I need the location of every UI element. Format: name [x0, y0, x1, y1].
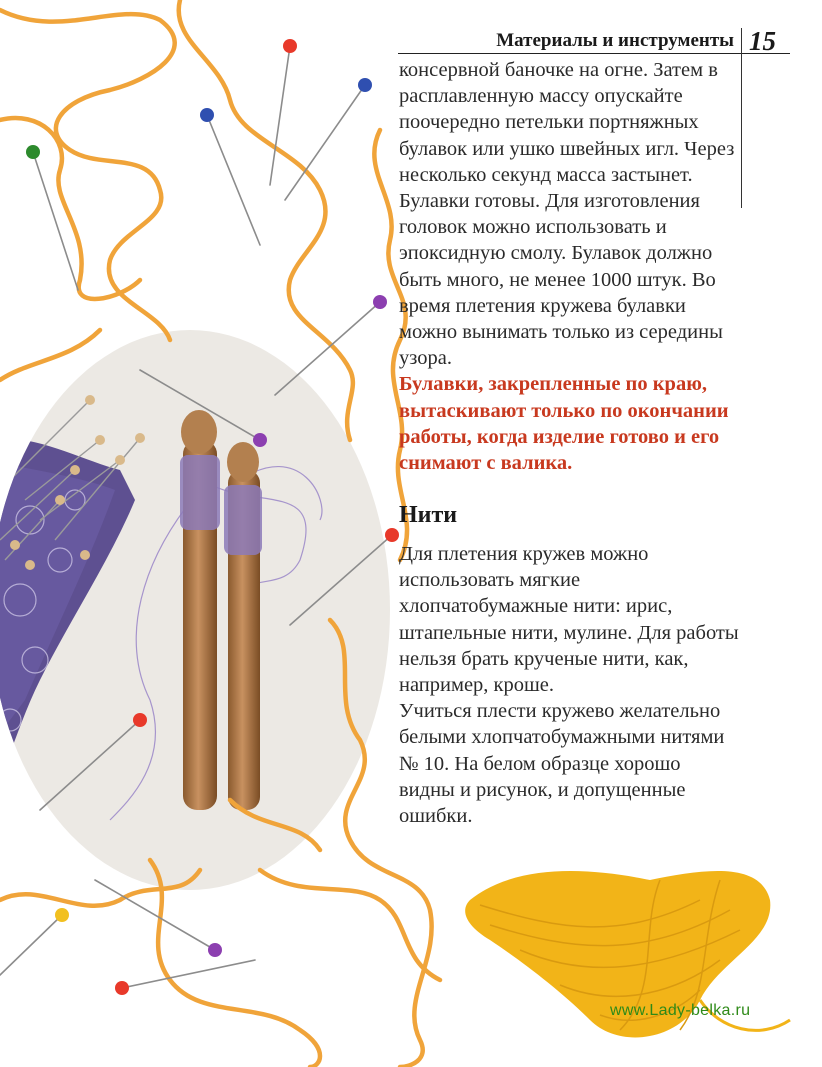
paragraph-pins: консервной баночке на огне. Затем в расплавленную массу опускайте поочередно петельки портняжных булавок или ушко швейных игл. Через несколько секунд масса застынет. Булавки готовы. Для изготовления головок можно использовать и эпоксидную смолу. Булавок должно быть много, не менее 1000 штук. Во время плетения кружева булавки можно вынимать только из середины узора. — [399, 59, 735, 370]
lace-photo — [0, 330, 390, 890]
body-text-top — [399, 57, 739, 476]
page-number: 15 — [749, 26, 776, 56]
website-watermark[interactable]: www.Lady-belka.ru — [610, 1002, 751, 1019]
paragraph-highlight: Булавки, закрепленные по краю, вытаскивают только по окончании работы, когда изделие готово и его снимают с валика. — [399, 373, 729, 475]
vertical-divider — [741, 28, 742, 208]
body-text-threads — [399, 541, 739, 829]
paragraph-threads: Для плетения кружев можно использовать мягкие хлопчатобумажные нити: ирис, штапельные нити, мулине. Для работы нельзя брать крученые нити, как, например, кроше. — [399, 543, 739, 697]
section-title: Материалы и инструменты — [496, 30, 734, 51]
subheading-threads: Нити — [399, 502, 458, 528]
page-header — [398, 26, 790, 54]
paragraph-learning: Учиться плести кружево желательно белыми хлопчатобумажными нитями № 10. На белом образце хорошо видны и рисунок, и допущенные ошибки. — [399, 700, 725, 828]
header-divider — [398, 53, 790, 54]
